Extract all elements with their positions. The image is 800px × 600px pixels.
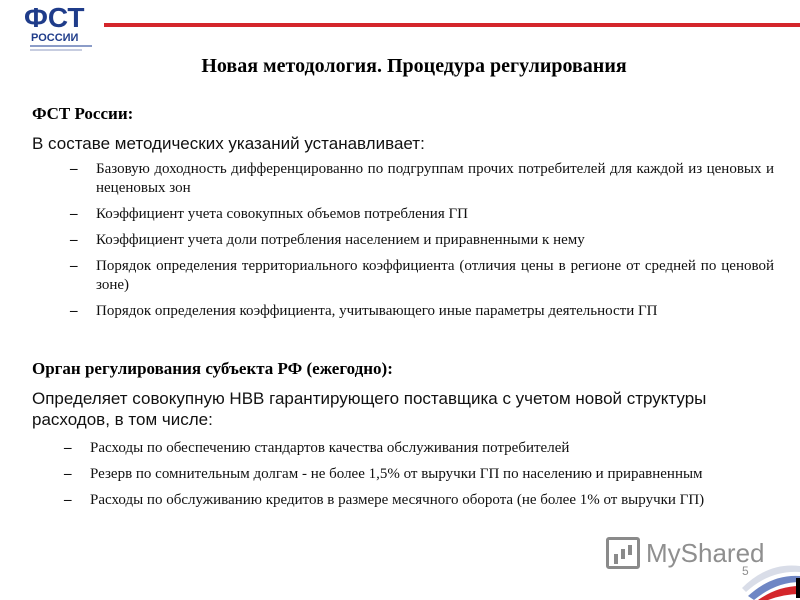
- slide-title: Новая методология. Процедура регулирования: [201, 55, 627, 77]
- list-item: [70, 302, 774, 321]
- bullet-dash: –: [64, 492, 72, 508]
- logo-underline-secondary: [30, 49, 82, 51]
- edge-bar: [796, 578, 800, 598]
- bullet-dash: –: [70, 206, 78, 222]
- list-item: [70, 231, 774, 250]
- bullet-dash: –: [70, 258, 78, 274]
- logo-underline: [30, 45, 92, 47]
- list-item-text: Коэффициент учета совокупных объемов потребления ГП: [96, 206, 468, 222]
- section1-heading: ФСТ России:: [32, 104, 134, 123]
- header-red-rule: [104, 23, 800, 27]
- list-item: [70, 205, 774, 224]
- list-item: [64, 439, 774, 458]
- watermark-text: MyShared: [646, 538, 765, 568]
- bullet-dash: –: [64, 440, 72, 456]
- list-item-text: Расходы по обеспечению стандартов качества обслуживания потребителей: [90, 440, 570, 456]
- section2-list: [64, 439, 774, 510]
- section1-intro: В составе методических указаний устанавливает:: [32, 134, 425, 153]
- list-item-text: Порядок определения территориального коэффициента (отличия цены в регионе от средней по ценовой зоне): [96, 258, 774, 293]
- list-item-text: Порядок определения коэффициента, учитывающего иные параметры деятельности ГП: [96, 303, 658, 319]
- list-item-text: Базовую доходность дифференцированно по подгруппам прочих потребителей для каждой из ценовых и неценовых зон: [96, 161, 774, 196]
- list-item: [64, 491, 774, 510]
- list-item: [70, 257, 774, 295]
- list-item: [64, 465, 774, 484]
- section1-list: [70, 160, 774, 321]
- list-item: [70, 160, 774, 198]
- bar-chart-icon: [606, 537, 640, 569]
- section2-heading: Орган регулирования субъекта РФ (ежегодно):: [32, 359, 393, 378]
- bullet-dash: –: [70, 161, 78, 177]
- list-item-text: Коэффициент учета доли потребления населением и приравненными к нему: [96, 232, 585, 248]
- bullet-dash: –: [64, 466, 72, 482]
- page-number: 5: [742, 564, 749, 578]
- fst-logo: [18, 2, 100, 58]
- bullet-dash: –: [70, 303, 78, 319]
- bullet-dash: –: [70, 232, 78, 248]
- section2-intro: Определяет совокупную НВВ гарантирующего поставщика с учетом новой структуры расходов, в том числе:: [32, 389, 707, 429]
- list-item-text: Расходы по обслуживанию кредитов в размере месячного оборота (не более 1% от выручки ГП): [90, 492, 705, 508]
- list-item-text: Резерв по сомнительным долгам - не более 1,5% от выручки ГП по населению и приравненным: [90, 466, 703, 482]
- logo-subtitle: РОССИИ: [31, 32, 79, 44]
- logo-title: ФСТ: [24, 2, 85, 33]
